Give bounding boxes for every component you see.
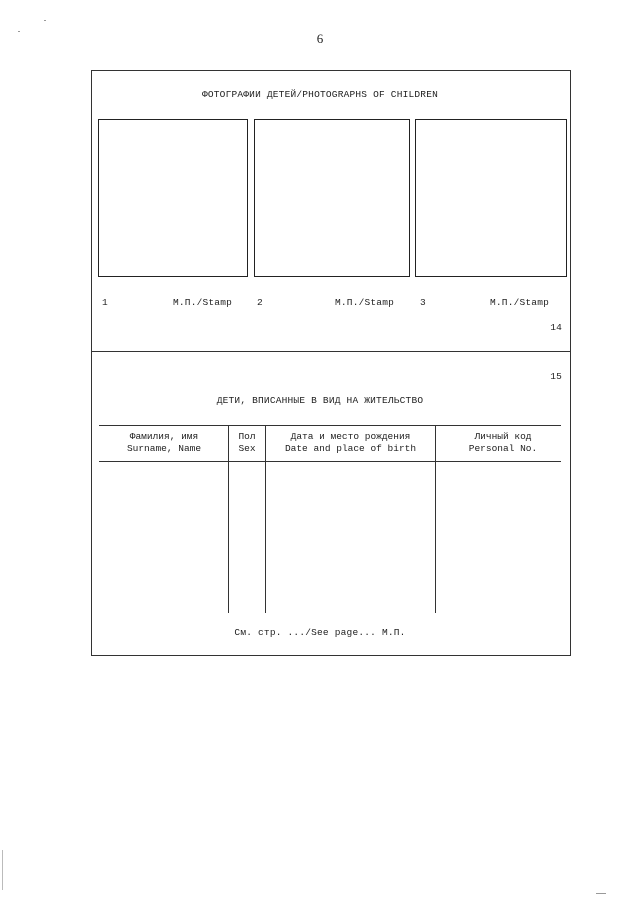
column-header-sex	[229, 431, 265, 455]
scan-speck	[596, 893, 606, 894]
photo-stamp-2: М.П./Stamp	[335, 297, 395, 308]
field-number-15: 15	[550, 371, 562, 382]
column-header-en: Personal No.	[468, 443, 538, 454]
photo-slot-3	[415, 119, 567, 277]
see-page-footer: См. стр. .../See page... М.П.	[234, 627, 406, 638]
children-section-title: ДЕТИ, ВПИСАННЫЕ В ВИД НА ЖИТЕЛЬСТВО	[216, 395, 424, 406]
photo-slot-2	[254, 119, 410, 277]
column-header-ru: Фамилия, имя	[129, 431, 199, 442]
photo-number-2: 2	[257, 297, 263, 308]
column-header-ru: Пол	[238, 431, 256, 442]
photo-number-3: 3	[420, 297, 426, 308]
column-header-ru: Дата и место рождения	[290, 431, 411, 442]
scan-speck	[18, 31, 20, 32]
column-header-personal-no	[436, 431, 570, 455]
photo-stamp-1: М.П./Stamp	[173, 297, 233, 308]
column-header-birth	[266, 431, 435, 455]
table-header-line	[99, 461, 561, 462]
table-top-line	[99, 425, 561, 426]
column-header-name	[100, 431, 228, 455]
photo-stamp-3: М.П./Stamp	[490, 297, 550, 308]
page-number: 6	[316, 31, 324, 46]
photo-number-1: 1	[102, 297, 108, 308]
column-header-en: Surname, Name	[126, 443, 202, 454]
photo-slot-1	[98, 119, 248, 277]
scan-speck	[44, 20, 46, 21]
photos-section-title: ФОТОГРАФИИ ДЕТЕЙ/PHOTOGRAPHS OF CHILDREN	[201, 89, 439, 100]
column-header-en: Sex	[238, 443, 256, 454]
scan-edge-mark	[2, 850, 3, 890]
section-divider	[92, 351, 570, 352]
field-number-14: 14	[550, 322, 562, 333]
column-header-ru: Личный код	[474, 431, 532, 442]
column-header-en: Date and place of birth	[284, 443, 417, 454]
